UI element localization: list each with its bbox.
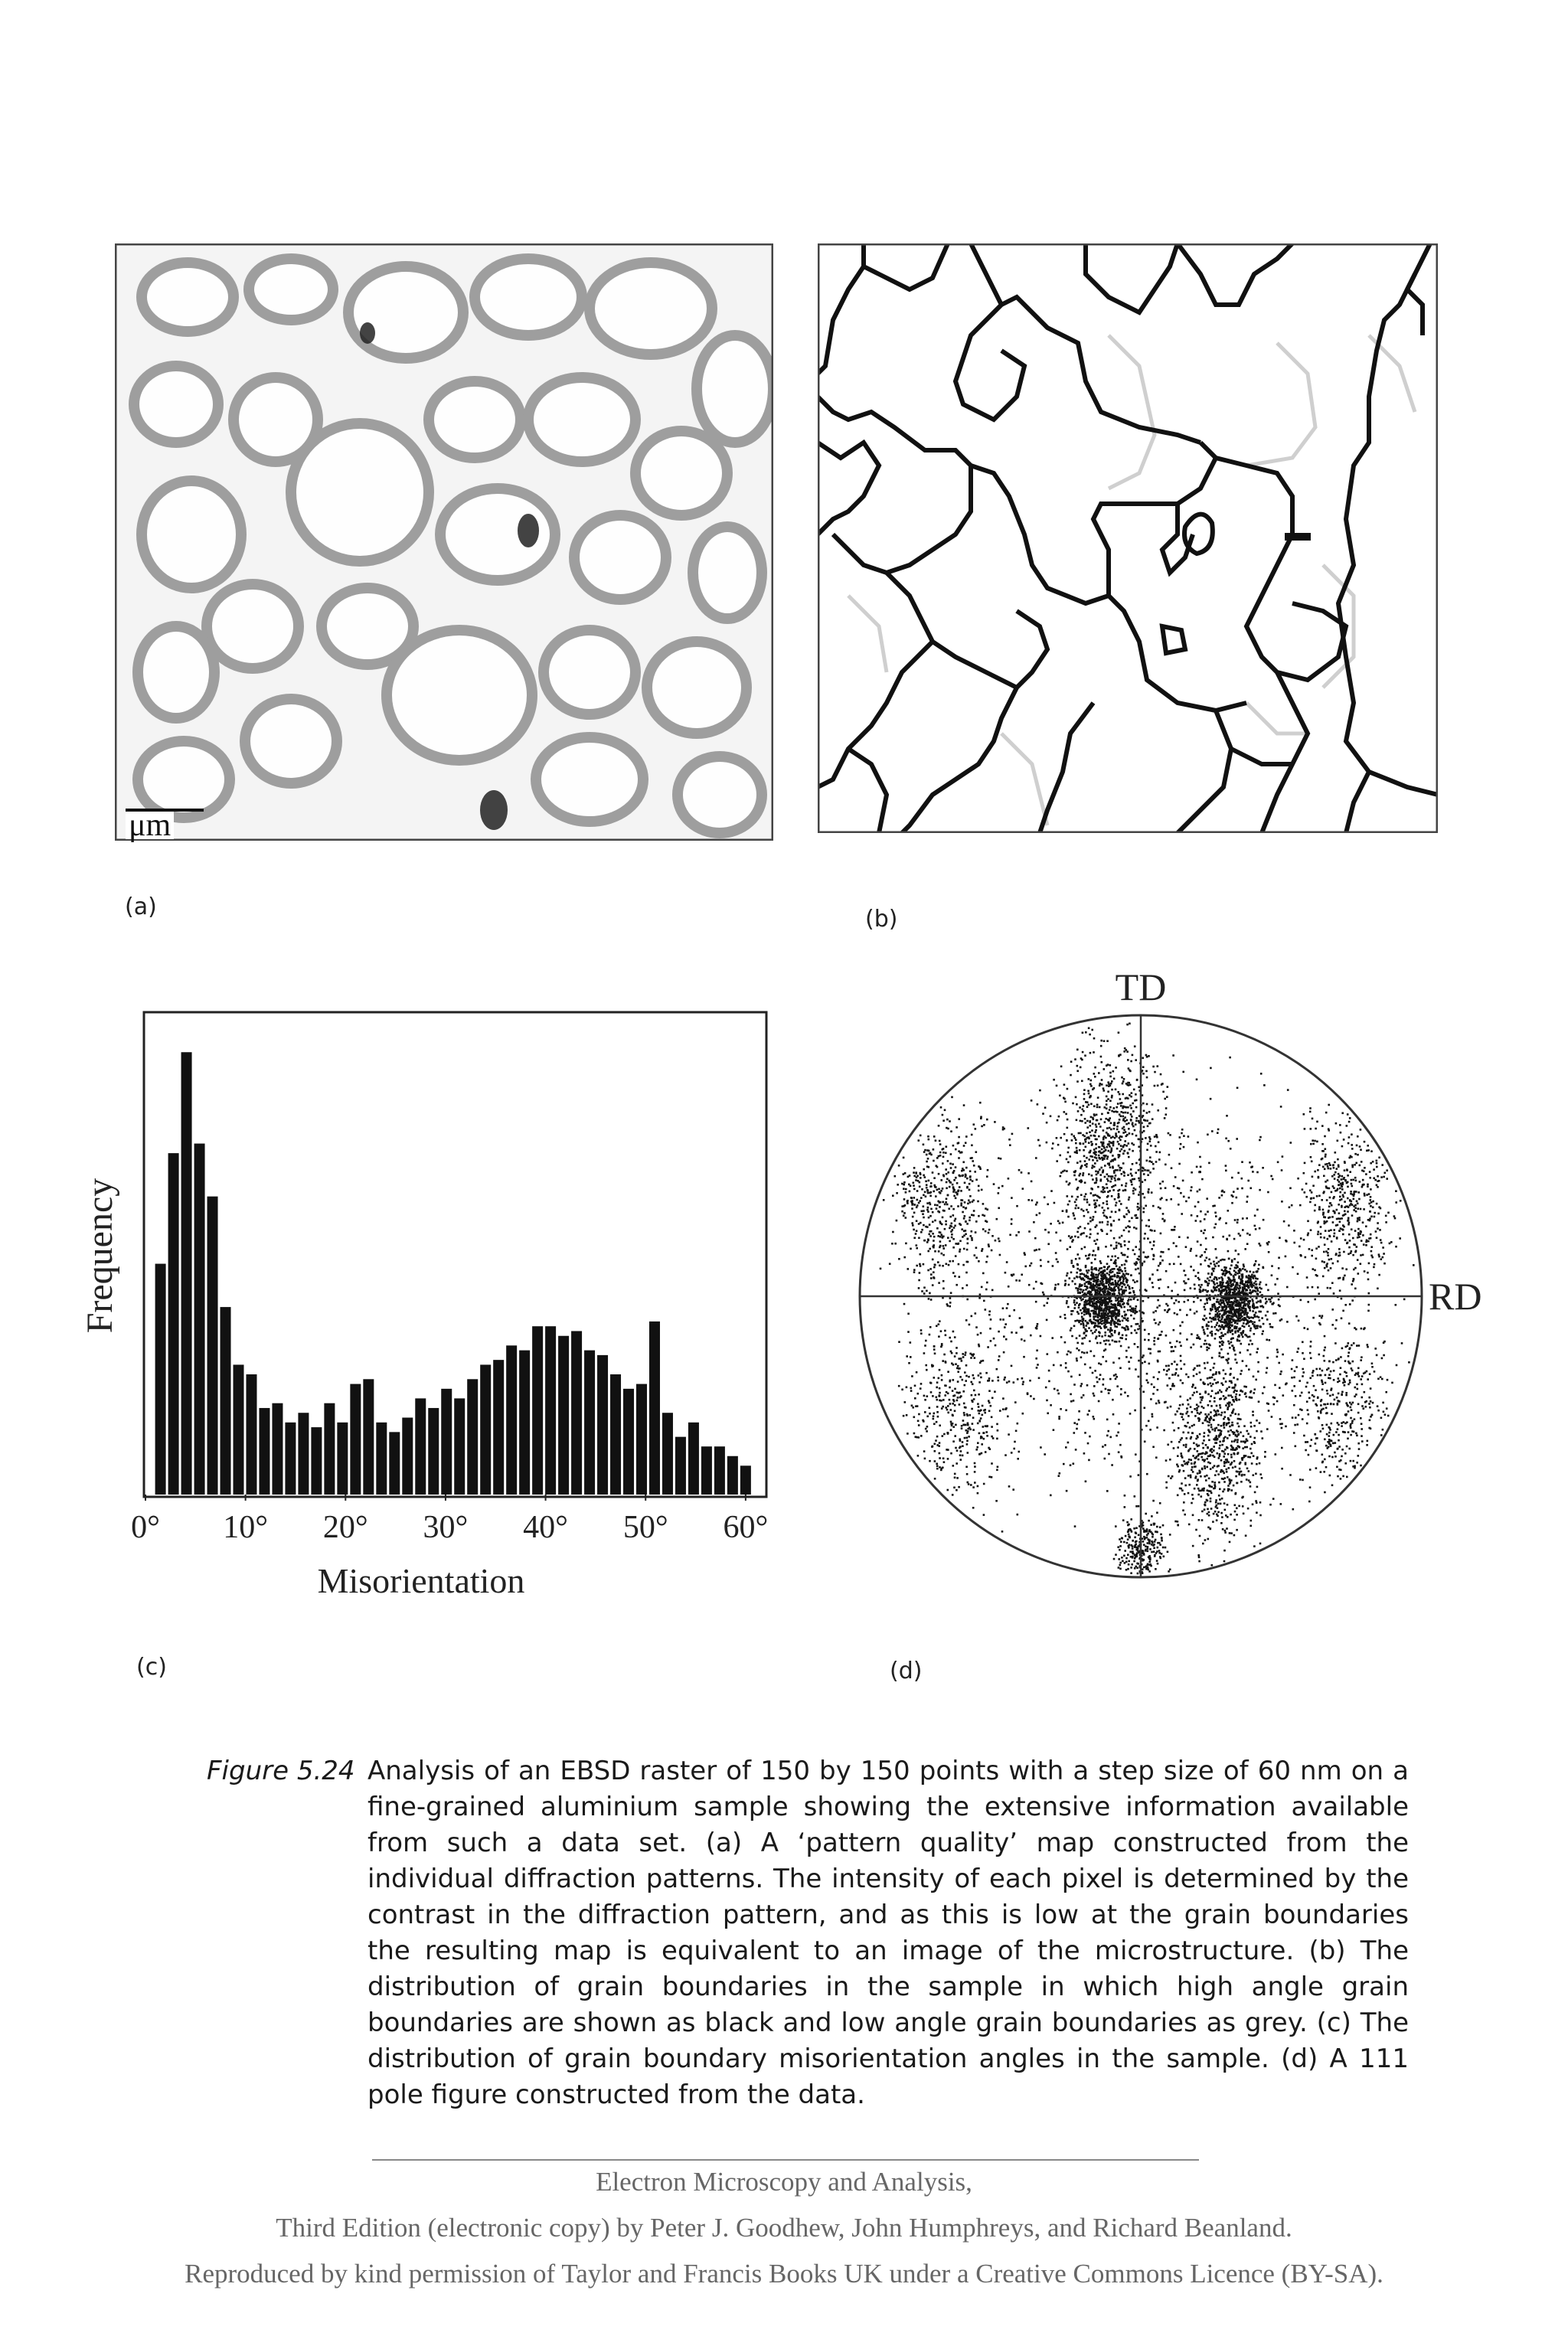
histogram-bar (454, 1398, 465, 1495)
histogram-bar (402, 1418, 413, 1495)
panel-label-a: (a) (125, 894, 157, 920)
caption-text: Analysis of an EBSD raster of 150 by 150 points with a step size of 60 nm on a fine-grained aluminium sample showing the extensive information available from such a data set. (a) A ‘pattern quality’ map constructed from the individual diffraction patterns. The intensity of each pixel is determined by the contrast in the diffraction pattern, and as this is low at the grain boundaries the resulting map is equivalent to an image of the microstructure. (b) The distribution of grain boundaries in the sample in which high angle grain boundaries are shown as black and low angle grain boundaries as grey. (c) The distribution of grain boundary misorientation angles in the sample. (d) A 111 pole figure constructed from the data. (368, 1756, 1409, 2110)
footer-line-3: Reproduced by kind permission of Taylor and Francis Books UK under a Creative Commons Licence (BY-SA). (185, 2259, 1383, 2289)
y-axis-label: Frequency (80, 1178, 120, 1334)
histogram-bar (467, 1379, 478, 1495)
histogram-bar (545, 1326, 556, 1495)
histogram-bar (649, 1322, 660, 1495)
histogram-bar (714, 1446, 725, 1495)
histogram-bar (220, 1307, 231, 1495)
histogram-bar (636, 1384, 647, 1495)
footer-rule (372, 2159, 1199, 2161)
histogram-bar (428, 1408, 439, 1495)
histogram-bar (324, 1403, 335, 1495)
scale-bar-label: μm (126, 812, 174, 839)
caption-lead: Figure 5.24 (207, 1756, 355, 1786)
histogram-bar (584, 1351, 595, 1495)
x-tick-label: 10° (223, 1510, 269, 1545)
histogram-bar (506, 1345, 517, 1495)
x-tick-label: 20° (322, 1510, 368, 1545)
histogram-bar (727, 1456, 738, 1495)
histogram-bar (662, 1413, 673, 1495)
histogram-bar (701, 1446, 712, 1495)
histogram-bar (480, 1364, 491, 1495)
histogram-bar (181, 1052, 192, 1495)
rd-label: RD (1429, 1275, 1482, 1318)
histogram-bar (558, 1336, 569, 1495)
histogram-bar (168, 1153, 179, 1495)
panel-label-c: (c) (136, 1654, 167, 1681)
histogram-bar (415, 1398, 426, 1495)
histogram-bar (234, 1364, 244, 1495)
histogram-bar (246, 1374, 256, 1495)
histogram-bar (194, 1144, 205, 1495)
histogram-bar (363, 1379, 374, 1495)
td-label: TD (1115, 965, 1167, 1008)
pole-figure (850, 949, 1554, 1593)
grain-boundary-map (818, 243, 1438, 833)
misorientation-histogram (61, 995, 812, 1623)
histogram-bar (519, 1351, 530, 1495)
histogram-bar (272, 1403, 283, 1495)
histogram-bar (623, 1389, 634, 1495)
histogram-bar (311, 1427, 322, 1495)
histogram-bar (493, 1360, 504, 1495)
panel-label-d: (d) (890, 1658, 923, 1684)
pattern-quality-map (115, 243, 773, 841)
histogram-bar (597, 1355, 608, 1495)
histogram-bar (571, 1331, 582, 1495)
x-tick-label: 0° (131, 1510, 160, 1545)
histogram-bar (337, 1423, 348, 1495)
footer-line-2: Third Edition (electronic copy) by Peter J. Goodhew, John Humphreys, and Richard Beanland. (276, 2213, 1292, 2243)
x-tick-label: 40° (523, 1510, 568, 1545)
histogram-bar (441, 1389, 452, 1495)
histogram-bar (532, 1326, 543, 1495)
histogram-bar (155, 1264, 166, 1495)
histogram-bar (610, 1374, 621, 1495)
x-axis-label: Misorientation (317, 1561, 525, 1600)
panel-label-b: (b) (865, 906, 898, 933)
x-tick-label: 60° (723, 1510, 769, 1545)
figure-caption (207, 1753, 1409, 2113)
footer-line-1: Electron Microscopy and Analysis, (596, 2167, 972, 2197)
histogram-bar (259, 1408, 270, 1495)
histogram-bar (740, 1465, 751, 1495)
histogram-bar (207, 1197, 218, 1495)
histogram-bar (675, 1437, 686, 1495)
histogram-bar (285, 1423, 296, 1495)
histogram-bar (298, 1413, 309, 1495)
x-tick-label: 30° (423, 1510, 469, 1545)
histogram-bar (376, 1423, 387, 1495)
x-tick-label: 50° (622, 1510, 668, 1545)
histogram-bar (688, 1423, 699, 1495)
histogram-bar (389, 1432, 400, 1495)
histogram-bar (350, 1384, 361, 1495)
